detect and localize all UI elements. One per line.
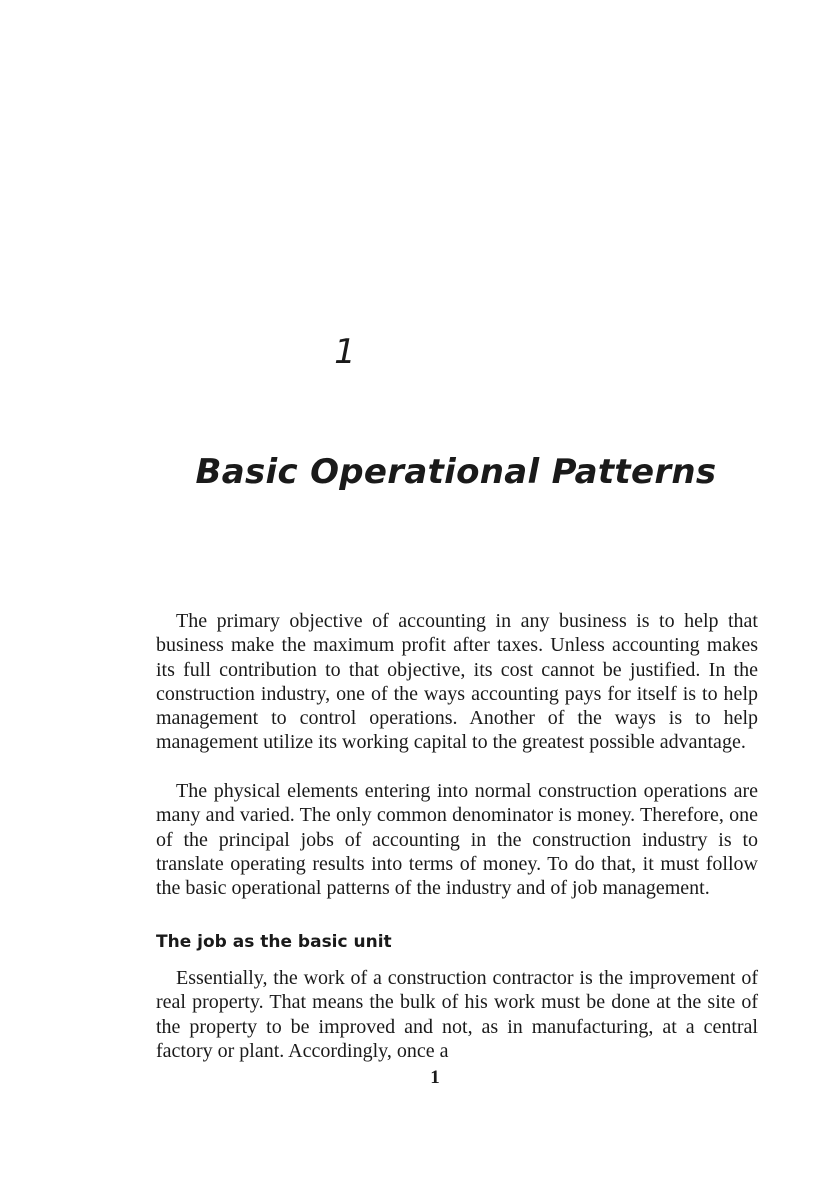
chapter-title: Basic Operational Patterns xyxy=(195,452,717,492)
body-paragraph-2: The physical elements entering into normal construction operations are many and varied. The only common denominator is money. Therefore, one of the principal jobs of accounting in the construction industry is to translate operating results into terms of money. To do that, it must follow the basic operational patterns of the industry and of job management. xyxy=(156,780,758,900)
body-paragraph-1: The primary objective of accounting in any business is to help that business make the maximum profit after taxes. Unless accounting makes its full contribution to that objective, its cost cannot be justified. In the construction industry, one of the ways accounting pays for itself is to help management to control operations. Another of the ways is to help management utilize its working capital to the greatest possible advantage. xyxy=(156,610,758,754)
page-number: 1 xyxy=(430,1067,440,1088)
section-heading: The job as the basic unit xyxy=(156,932,392,952)
chapter-number: 1 xyxy=(334,332,356,372)
section-paragraph: Essentially, the work of a construction contractor is the improvement of real property. That means the bulk of his work must be done at the site of the property to be improved and not, as in manufacturing, at a central factory or plant. Accordingly, once a xyxy=(156,967,758,1062)
